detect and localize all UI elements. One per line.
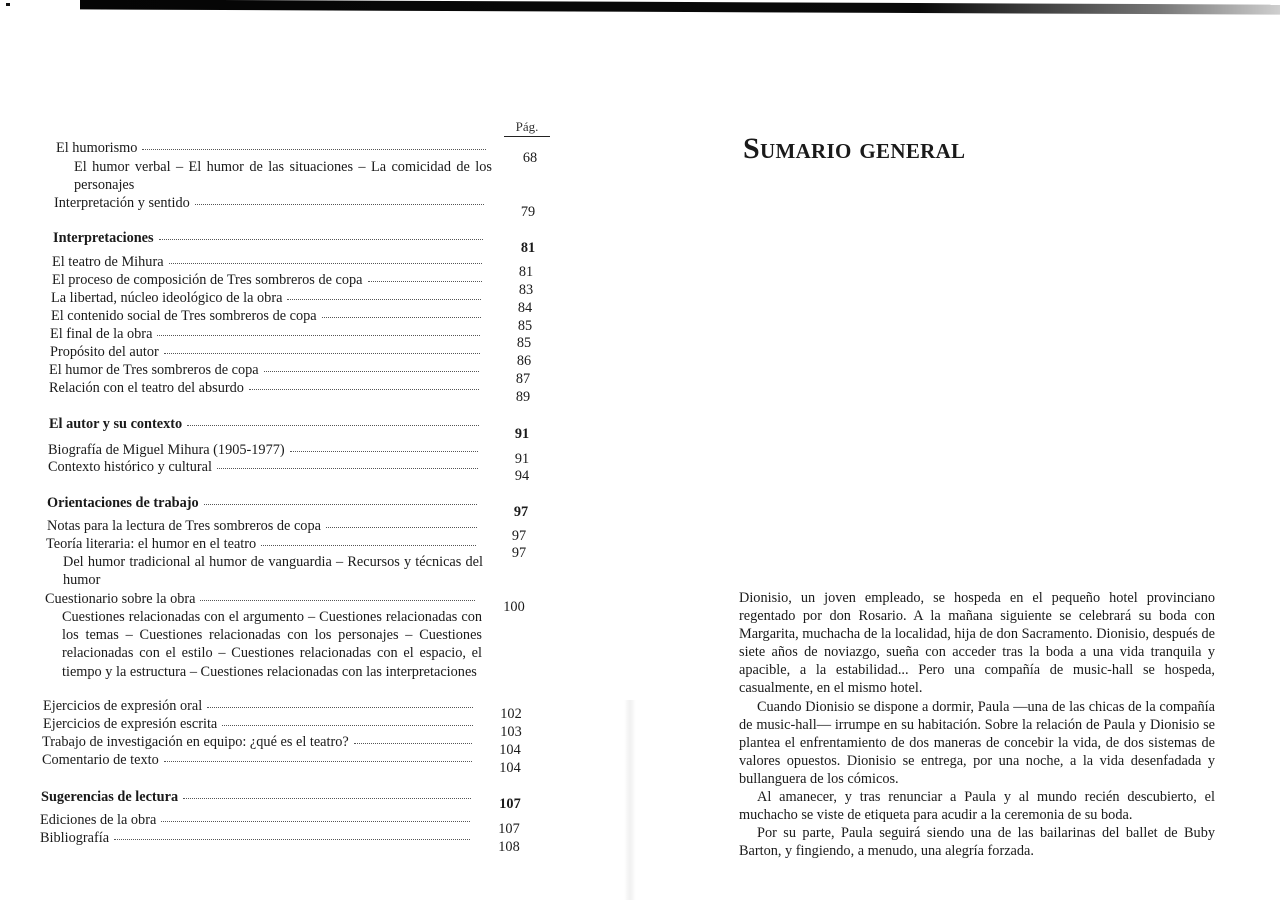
toc-entry[interactable]	[40, 812, 474, 829]
page-column-header: Pág.	[504, 119, 550, 137]
toc-entry[interactable]	[54, 195, 488, 212]
toc-entry-label: El teatro de Mihura	[52, 254, 164, 270]
toc-entry[interactable]	[56, 140, 490, 157]
toc-entry-label: Cuestionario sobre la obra	[45, 591, 196, 607]
leader-dots	[326, 527, 477, 528]
leader-dots	[354, 743, 472, 744]
leader-dots	[159, 239, 483, 240]
synopsis-paragraph: Cuando Dionisio se dispone a dormir, Paula —una de las chicas de la compañía de music-hall— irrumpe en su habitación. Sobre la relación de Paula y Dionisio se plantea el enfrentamiento de dos maneras de concebir la vida, de dos sistemas de valores opuestos. Dionisio se entrega, por una noche, a la vida desenfadada y bullanguera de los cómicos.	[739, 698, 1215, 787]
toc-entry-label: El autor y su contexto	[49, 416, 183, 432]
toc-entry-label: Biografía de Miguel Mihura (1905-1977)	[48, 442, 285, 458]
toc-entry-page: 91	[514, 426, 530, 442]
toc-entry-label: Propósito del autor	[50, 344, 159, 360]
toc-entry-page: 102	[500, 706, 522, 722]
toc-entry-page: 97	[511, 545, 527, 561]
toc-entry-label: Bibliografía	[40, 830, 110, 846]
toc-entry-page: 103	[500, 724, 522, 740]
toc-entry-page: 89	[515, 389, 531, 405]
toc-entry[interactable]	[50, 344, 484, 361]
toc-subtopics: Cuestiones relacionadas con el argumento – Cuestiones relacionadas con los temas – Cuestiones relacionadas con los personajes – Cuestiones relacionadas con el estilo – Cuestiones relacionadas con el espacio, el tiempo y la estructura – Cuestiones relacionadas con las interpretaciones	[62, 609, 482, 680]
toc-entry-page: 107	[498, 821, 520, 837]
toc-entry-page: 81	[518, 264, 534, 280]
synopsis-text	[739, 589, 1215, 860]
toc-entry-page: 104	[499, 742, 521, 758]
leader-dots	[217, 468, 478, 469]
toc-entry-label: El humorismo	[56, 140, 138, 156]
toc-entry-page: 107	[499, 796, 521, 812]
toc-entry-label: Relación con el teatro del absurdo	[49, 380, 244, 396]
leader-dots	[368, 281, 483, 282]
leader-dots	[207, 707, 473, 708]
leader-dots	[322, 317, 481, 318]
toc-entry[interactable]	[42, 734, 476, 751]
leader-dots	[169, 263, 482, 264]
toc-entry-label: Teoría literaria: el humor en el teatro	[46, 536, 257, 552]
toc-entry-page: 85	[517, 318, 533, 334]
toc-subtopics: Del humor tradicional al humor de vanguardia – Recursos y técnicas del humor	[63, 554, 483, 589]
toc-entry-label: El contenido social de Tres sombreros de copa	[51, 308, 317, 324]
leader-dots	[164, 761, 472, 762]
toc-entry-page: 86	[516, 353, 532, 369]
leader-dots	[261, 545, 476, 546]
synopsis-paragraph: Al amanecer, y tras renunciar a Paula y al mundo recién descubierto, el muchacho se viste de etiqueta para acudir a la ceremonia de su boda.	[739, 789, 1215, 824]
toc-entry-label: Sugerencias de lectura	[41, 789, 179, 805]
leader-dots	[114, 839, 470, 840]
toc-entry[interactable]	[40, 830, 474, 847]
leader-dots	[200, 600, 475, 601]
toc-section-heading[interactable]	[41, 789, 475, 806]
toc-entry-label: Contexto histórico y cultural	[48, 459, 212, 475]
toc-entry-label: Interpretación y sentido	[54, 195, 190, 211]
toc-entry-page: 68	[522, 150, 538, 166]
toc-entry-label: Orientaciones de trabajo	[47, 495, 199, 511]
toc-entry-label: El proceso de composición de Tres sombreros de copa	[52, 272, 363, 288]
toc-entry[interactable]	[49, 380, 483, 397]
toc-entry[interactable]	[46, 536, 480, 553]
left-page-table-of-contents	[0, 0, 620, 905]
leader-dots	[287, 299, 481, 300]
leader-dots	[161, 821, 470, 822]
toc-entry[interactable]	[45, 591, 479, 608]
toc-entry[interactable]	[49, 362, 483, 379]
toc-entry[interactable]	[48, 442, 482, 459]
toc-entry-label: Notas para la lectura de Tres sombreros de copa	[47, 518, 321, 534]
leader-dots	[204, 504, 477, 505]
toc-entry-page: 79	[520, 204, 536, 220]
toc-section-heading[interactable]	[49, 416, 483, 433]
toc-section-heading[interactable]	[47, 495, 481, 512]
page-title: Sumario general	[743, 132, 966, 165]
leader-dots	[222, 725, 473, 726]
toc-entry-page: 97	[511, 528, 527, 544]
book-gutter	[624, 700, 636, 900]
toc-entry[interactable]	[51, 290, 485, 307]
toc-entry-page: 91	[514, 451, 530, 467]
synopsis-paragraph: Dionisio, un joven empleado, se hospeda en el pequeño hotel provinciano regentado por don Rosario. A la mañana siguiente se celebrará su boda con Margarita, muchacha de la localidad, hija de don Sacramento. Dionisio, después de siete años de noviazgo, sueña con acceder tras la boda a una vida tranquila y apacible, a la estabilidad... Pero una compañía de music-hall se hospeda, casualmente, en el mismo hotel.	[739, 590, 1215, 697]
toc-entry[interactable]	[48, 459, 482, 476]
toc-entry-page: 104	[499, 760, 521, 776]
leader-dots	[249, 389, 479, 390]
toc-entry-label: El final de la obra	[50, 326, 153, 342]
leader-dots	[195, 204, 484, 205]
toc-entry-page: 83	[518, 282, 534, 298]
leader-dots	[264, 371, 479, 372]
toc-entry-page: 97	[513, 504, 529, 520]
leader-dots	[157, 335, 480, 336]
toc-entry-page: 87	[515, 371, 531, 387]
toc-entry-label: Ejercicios de expresión oral	[43, 698, 203, 714]
toc-entry-page: 85	[516, 335, 532, 351]
toc-entry-label: El humor de Tres sombreros de copa	[49, 362, 259, 378]
toc-entry-label: Trabajo de investigación en equipo: ¿qué es el teatro?	[42, 734, 349, 750]
toc-entry[interactable]	[43, 716, 477, 733]
leader-dots	[187, 425, 479, 426]
toc-entry-page: 84	[517, 300, 533, 316]
toc-entry[interactable]	[50, 326, 484, 343]
toc-entry-label: Interpretaciones	[53, 230, 154, 246]
toc-entry[interactable]	[51, 308, 485, 325]
toc-section-heading[interactable]	[53, 230, 487, 247]
toc-subtopics: El humor verbal – El humor de las situaciones – La comicidad de los personajes	[74, 159, 492, 194]
toc-entry-page: 108	[498, 839, 520, 855]
toc-entry[interactable]	[52, 254, 486, 271]
right-page-summary	[640, 0, 1280, 905]
toc-entry-label: Ediciones de la obra	[40, 812, 157, 828]
leader-dots	[290, 451, 478, 452]
leader-dots	[142, 149, 486, 150]
toc-entry-label: Comentario de texto	[42, 752, 159, 768]
toc-entry[interactable]	[42, 752, 476, 769]
synopsis-paragraph: Por su parte, Paula seguirá siendo una de las bailarinas del ballet de Buby Barton, y fingiendo, a menudo, una alegría forzada.	[739, 825, 1215, 860]
toc-entry-label: La libertad, núcleo ideológico de la obra	[51, 290, 283, 306]
toc-entry[interactable]	[43, 698, 477, 715]
toc-entry-page: 94	[514, 468, 530, 484]
toc-entry-page: 100	[503, 599, 525, 615]
toc-entry[interactable]	[47, 518, 481, 535]
toc-entry-page: 81	[520, 240, 536, 256]
toc-entry-label: Ejercicios de expresión escrita	[43, 716, 218, 732]
leader-dots	[183, 798, 471, 799]
leader-dots	[164, 353, 480, 354]
toc-entry[interactable]	[52, 272, 486, 289]
